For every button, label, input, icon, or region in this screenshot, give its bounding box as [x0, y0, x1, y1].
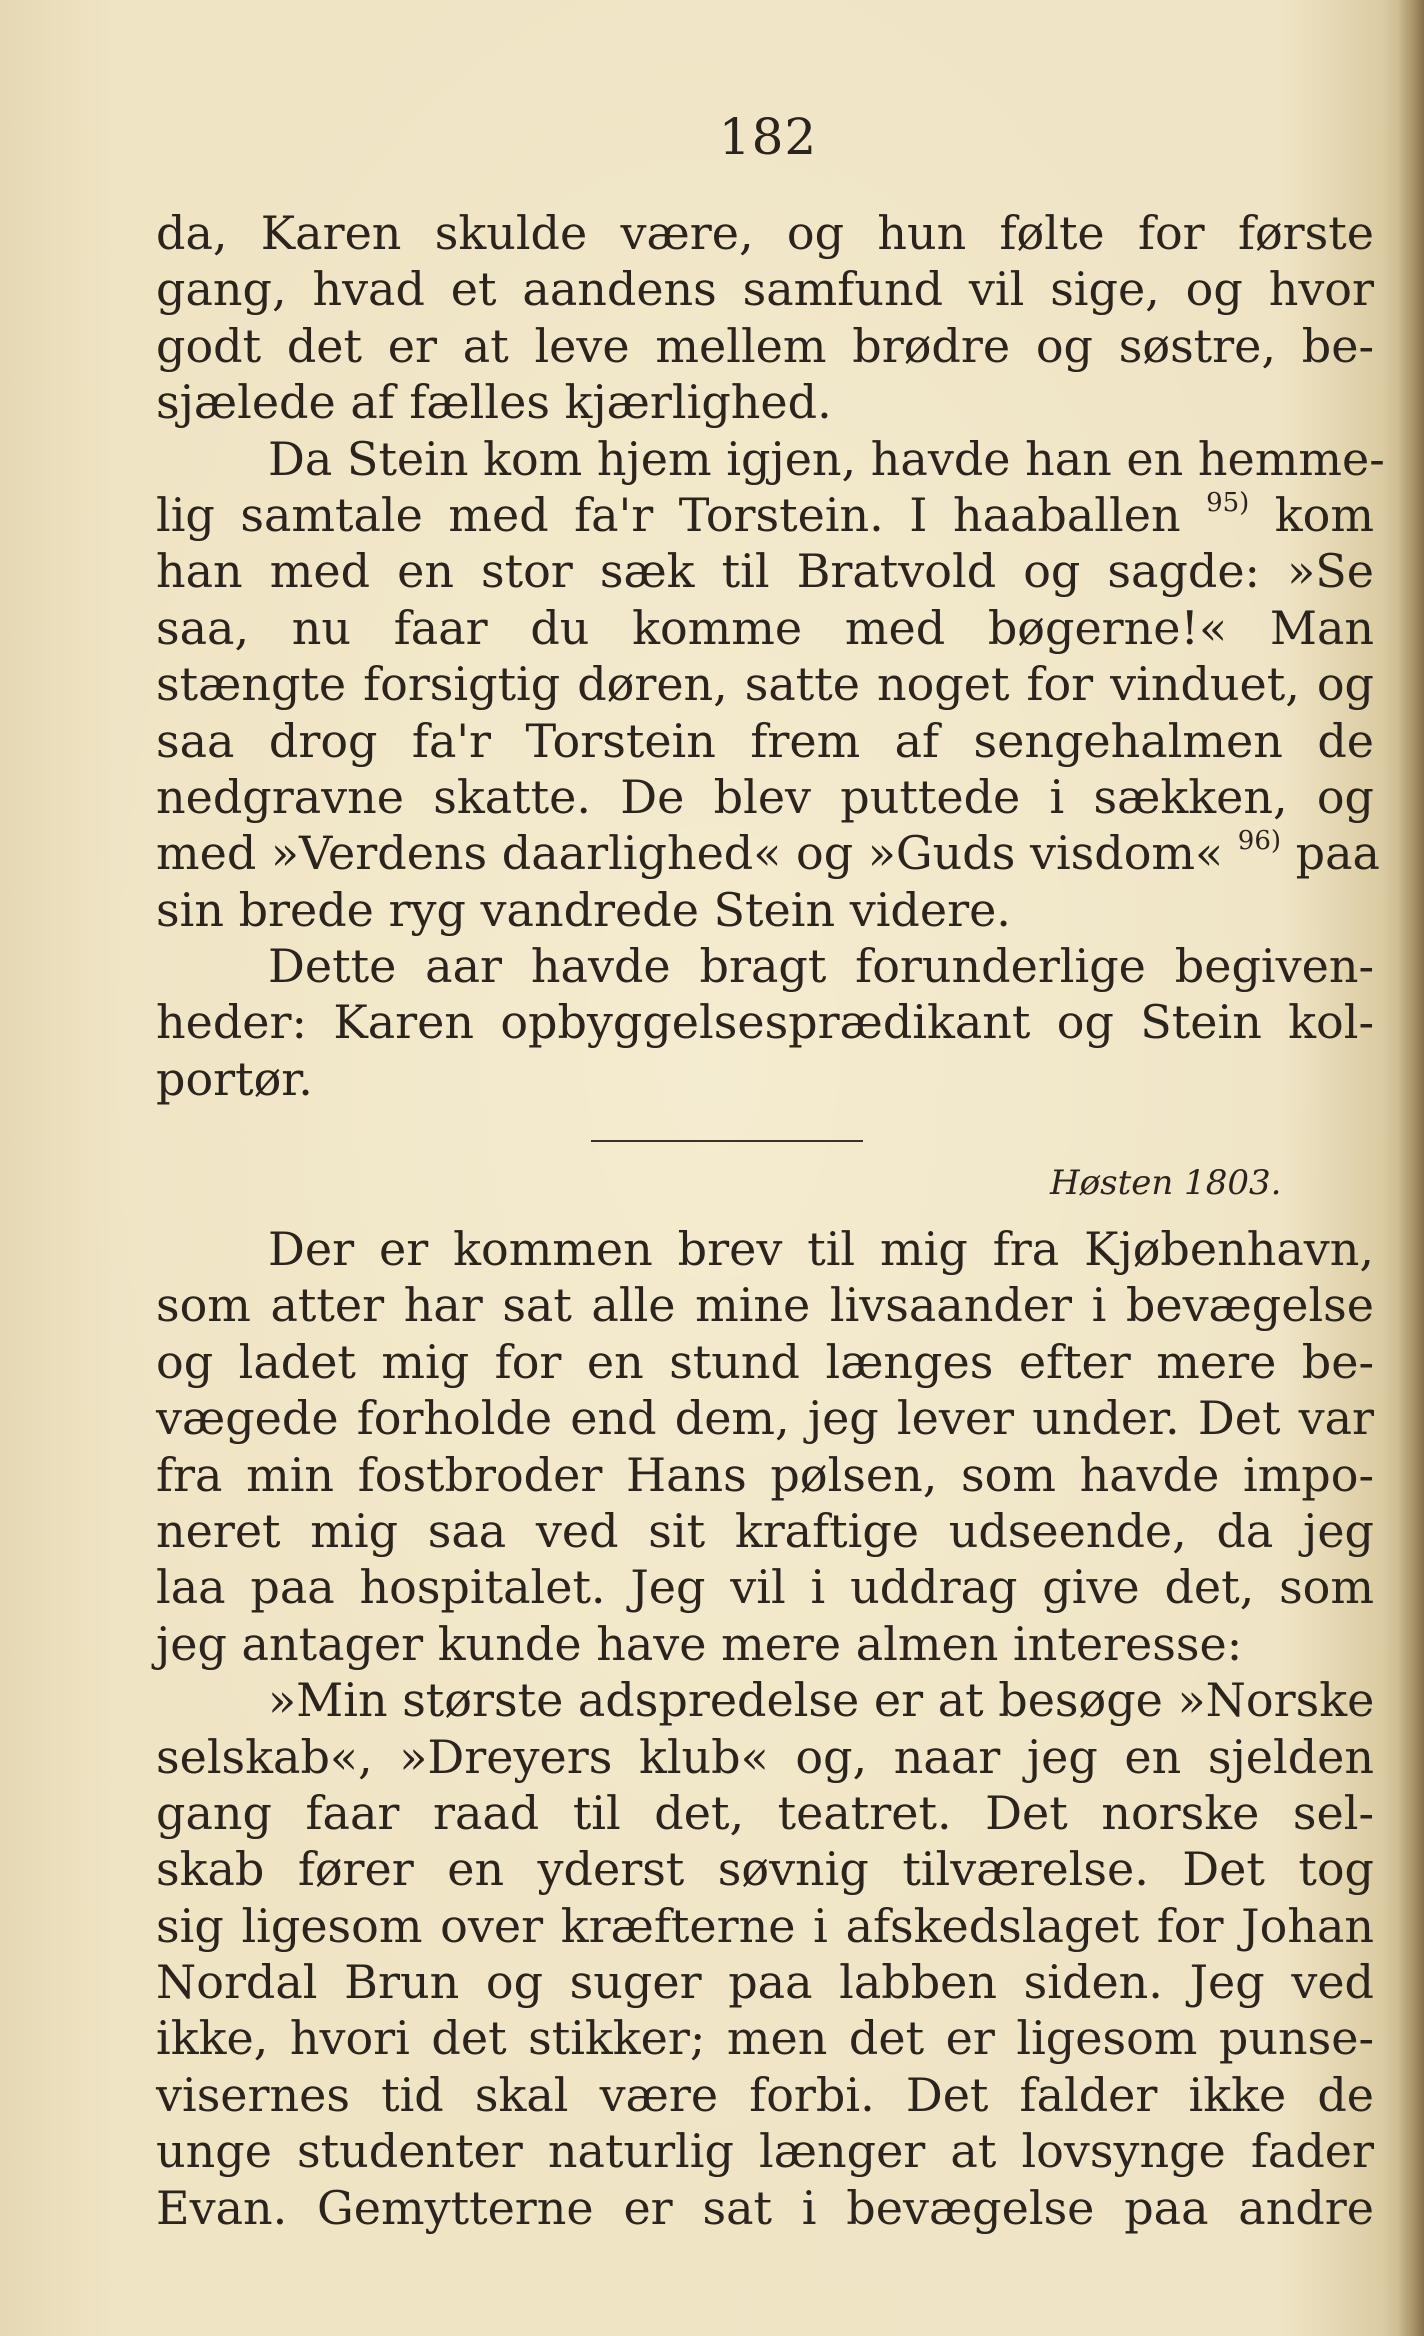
line-text: som atter har sat alle mine livsaander i bevægelse [156, 1278, 1374, 1333]
text-line [156, 825, 1380, 881]
text-line [156, 1334, 1374, 1390]
line-text: Nordal Brun og suger paa labben siden. Jeg ved [156, 1955, 1374, 2010]
text-line [156, 374, 1374, 430]
text-line [156, 1729, 1374, 1785]
line-text: portør. [156, 1051, 313, 1106]
page-edge-shadow [1398, 0, 1424, 2336]
text-line [156, 1954, 1374, 2010]
line-text: selskab«, »Dreyers klub« og, naar jeg en sjelden [156, 1729, 1374, 1784]
text-line [156, 2010, 1374, 2066]
text-section-2 [156, 1221, 1374, 2236]
text-line [156, 1503, 1374, 1559]
line-text: »Min største adspredelse er at besøge »Norske [268, 1673, 1375, 1728]
line-text: fra min fostbroder Hans pølsen, som havde impo- [156, 1447, 1374, 1502]
text-section-1 [156, 205, 1385, 1107]
line-text-after-footnote: kom [1249, 487, 1374, 542]
text-line [156, 994, 1374, 1050]
line-text: neret mig saa ved sit kraftige udseende, da jeg [156, 1503, 1374, 1558]
text-line [156, 1051, 1374, 1107]
line-text: gang faar raad til det, teatret. Det norske sel- [156, 1785, 1374, 1840]
text-line [156, 318, 1374, 374]
line-text: da, Karen skulde være, og hun følte for første [156, 206, 1374, 260]
line-text: sin brede ryg vandrede Stein videre. [156, 882, 1011, 937]
line-text: Da Stein kom hjem igjen, havde han en hemme- [268, 431, 1385, 486]
footnote-marker: 96) [1237, 826, 1282, 857]
text-line [156, 2067, 1374, 2123]
line-text: lig samtale med fa'r Torstein. I haaballen [156, 487, 1181, 542]
footnote-marker: 95) [1206, 487, 1250, 518]
line-text: jeg antager kunde have mere almen interesse: [156, 1616, 1243, 1671]
line-text: skab fører en yderst søvnig tilværelse. Det tog [156, 1842, 1374, 1897]
text-line [156, 713, 1374, 769]
text-line [156, 205, 1374, 261]
text-line [156, 1898, 1374, 1954]
text-line [156, 1672, 1374, 1728]
line-text: han med en stor sæk til Bratvold og sagde: »Se [156, 544, 1374, 599]
text-line [156, 1559, 1374, 1615]
line-text: sjælede af fælles kjærlighed. [156, 375, 832, 430]
line-text: Dette aar havde bragt forunderlige begiven- [268, 939, 1374, 994]
page-number: 182 [718, 108, 818, 166]
text-line [156, 431, 1385, 487]
text-line [156, 1616, 1374, 1672]
text-line [156, 1785, 1374, 1841]
text-line [156, 261, 1374, 317]
text-line [156, 1390, 1374, 1446]
line-text: unge studenter naturlig længer at lovsynge fader [156, 2124, 1374, 2179]
text-line [156, 543, 1374, 599]
text-line [156, 1447, 1374, 1503]
line-text: saa drog fa'r Torstein frem af sengehalmen de [156, 713, 1374, 768]
line-text: heder: Karen opbyggelsesprædikant og Stein kol- [156, 995, 1374, 1050]
line-text: stængte forsigtig døren, satte noget for vinduet, og [156, 657, 1374, 712]
line-text: vægede forholde end dem, jeg lever under. Det var [156, 1391, 1374, 1446]
text-line [156, 600, 1374, 656]
line-text: med »Verdens daarlighed« og »Guds visdom« [156, 826, 1224, 881]
line-text: og ladet mig for en stund længes efter mere be- [156, 1334, 1374, 1389]
line-text-after-footnote: paa [1281, 826, 1380, 881]
text-line [156, 882, 1374, 938]
line-text: godt det er at leve mellem brødre og søstre, be- [156, 318, 1374, 373]
section-divider-rule [591, 1140, 863, 1142]
text-line [156, 938, 1374, 994]
text-line [156, 2123, 1374, 2179]
text-line [156, 1277, 1374, 1333]
line-text: saa, nu faar du komme med bøgerne!« Man [156, 600, 1374, 655]
text-line [156, 487, 1374, 543]
text-line [156, 1221, 1374, 1277]
line-text: nedgravne skatte. De blev puttede i sækken, og [156, 769, 1374, 824]
line-text: Der er kommen brev til mig fra Kjøbenhavn, [268, 1222, 1374, 1276]
line-text: laa paa hospitalet. Jeg vil i uddrag give det, som [156, 1560, 1374, 1615]
line-text: sig ligesom over kræfterne i afskedslaget for Johan [156, 1898, 1374, 1953]
line-text: Evan. Gemytterne er sat i bevægelse paa andre [156, 2180, 1374, 2235]
line-text: gang, hvad et aandens samfund vil sige, og hvor [156, 262, 1374, 317]
line-text: visernes tid skal være forbi. Det falder ikke de [156, 2067, 1374, 2122]
text-line [156, 2180, 1374, 2236]
line-text: ikke, hvori det stikker; men det er ligesom punse- [156, 2011, 1374, 2066]
text-line [156, 656, 1374, 712]
date-heading: Høsten 1803. [1050, 1163, 1282, 1203]
text-line [156, 1841, 1374, 1897]
text-line [156, 769, 1374, 825]
